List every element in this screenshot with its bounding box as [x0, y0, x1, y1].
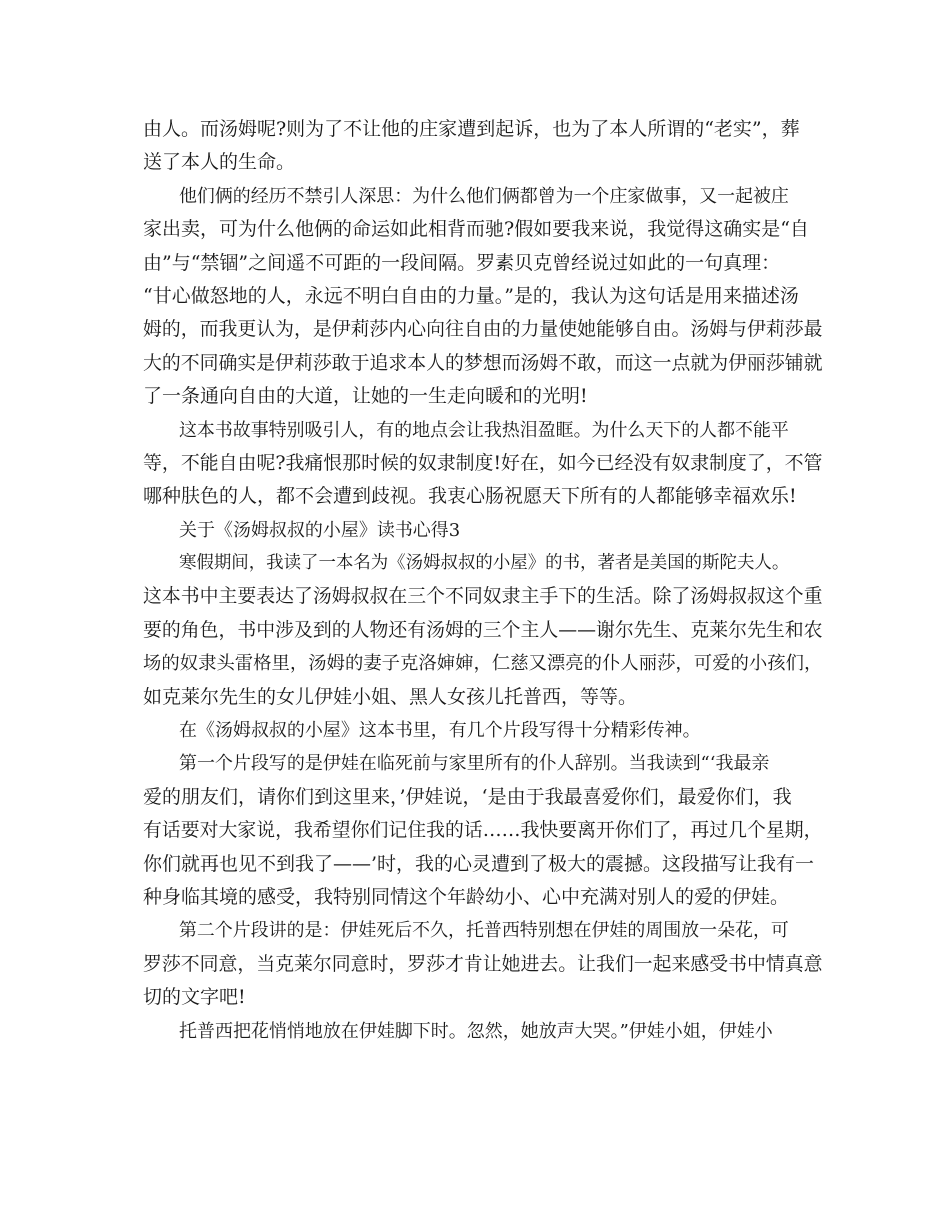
text-line: 由人。而汤姆呢?则为了不让他的庄家遭到起诉，也为了本人所谓的“老实”，葬	[143, 118, 800, 140]
text-line: 托普西把花悄悄地放在伊娃脚下时。忽然，她放声大哭。”伊娃小姐，伊娃小	[179, 1020, 773, 1042]
text-line: 你们就再也见不到我了——’时，我的心灵遭到了极大的震撼。这段描写让我有一	[143, 852, 815, 875]
text-line: 这本书故事特别吸引人，有的地点会让我热泪盈眶。为什么天下的人都不能平	[179, 419, 789, 441]
text-line: 大的不同确实是伊莉莎敢于追求本人的梦想而汤姆不敢，而这一点就为伊丽莎铺就	[143, 351, 823, 374]
text-line: 这本书中主要表达了汤姆叔叔在三个不同奴隶主手下的生活。除了汤姆叔叔这个重	[143, 585, 823, 608]
text-line: 罗莎不同意，当克莱尔同意时，罗莎才肯让她进去。让我们一起来感受书中情真意	[143, 952, 823, 975]
text-line: 家出卖，可为什么他俩的命运如此相背而驰?假如要我来说，我觉得这确实是“自	[143, 218, 809, 241]
text-line: 要的角色，书中涉及到的人物还有汤姆的三个主人——谢尔先生、克莱尔先生和农	[143, 618, 823, 641]
text-line: 关于《汤姆叔叔的小屋》读书心得3	[179, 519, 461, 541]
text-line: 场的奴隶头雷格里，汤姆的妻子克洛婶婶，仁慈又漂亮的仆人丽莎，可爱的小孩们，	[143, 653, 823, 675]
text-line: 寒假期间，我读了一本名为《汤姆叔叔的小屋》的书，著者是美国的斯陀夫人。	[179, 553, 790, 574]
document-body	[143, 113, 823, 1048]
text-line: 他们俩的经历不禁引人深思：为什么他们俩都曾为一个庄家做事，又一起被庄	[179, 185, 789, 207]
text-line: 等，不能自由呢?我痛恨那时候的奴隶制度!好在，如今已经没有奴隶制度了，不管	[143, 451, 823, 474]
text-line: 哪种肤色的人，都不会遭到歧视。我衷心肠祝愿天下所有的人都能够幸福欢乐!	[143, 485, 797, 508]
text-line: 姆的，而我更认为，是伊莉莎内心向往自由的力量使她能够自由。汤姆与伊莉莎最	[143, 318, 823, 341]
text-line: 第一个片段写的是伊娃在临死前与家里所有的仆人辞别。当我读到“‘我最亲	[179, 753, 770, 775]
text-line: 爱的朋友们，请你们到这里来，’伊娃说，‘是由于我最喜爱你们，最爱你们，我	[143, 785, 792, 808]
text-line: “甘心做怒地的人，永远不明白自由的力量。”是的，我认为这句话是用来描述汤	[143, 284, 799, 307]
text-line: 种身临其境的感受，我特别同情这个年龄幼小、心中充满对别人的爱的伊娃。	[143, 885, 790, 908]
text-line: 如克莱尔先生的女儿伊娃小姐、黑人女孩儿托普西，等等。	[143, 685, 638, 708]
text-line: 在《汤姆叔叔的小屋》这本书里，有几个片段写得十分精彩传神。	[179, 720, 701, 742]
text-line: 送了本人的生命。	[143, 151, 296, 174]
text-line: 了一条通向自由的大道，让她的一生走向暖和的光明!	[143, 385, 588, 408]
text-line: 切的文字吧!	[143, 986, 246, 1009]
text-line: 由”与“禁锢”之间遥不可距的一段间隔。罗素贝克曾经说过如此的一句真理：	[143, 251, 781, 274]
text-line: 有话要对大家说，我希望你们记住我的话……我快要离开你们了，再过几个星期，	[143, 819, 823, 842]
text-line: 第二个片段讲的是：伊娃死后不久，托普西特别想在伊娃的周围放一朵花，可	[179, 920, 789, 942]
